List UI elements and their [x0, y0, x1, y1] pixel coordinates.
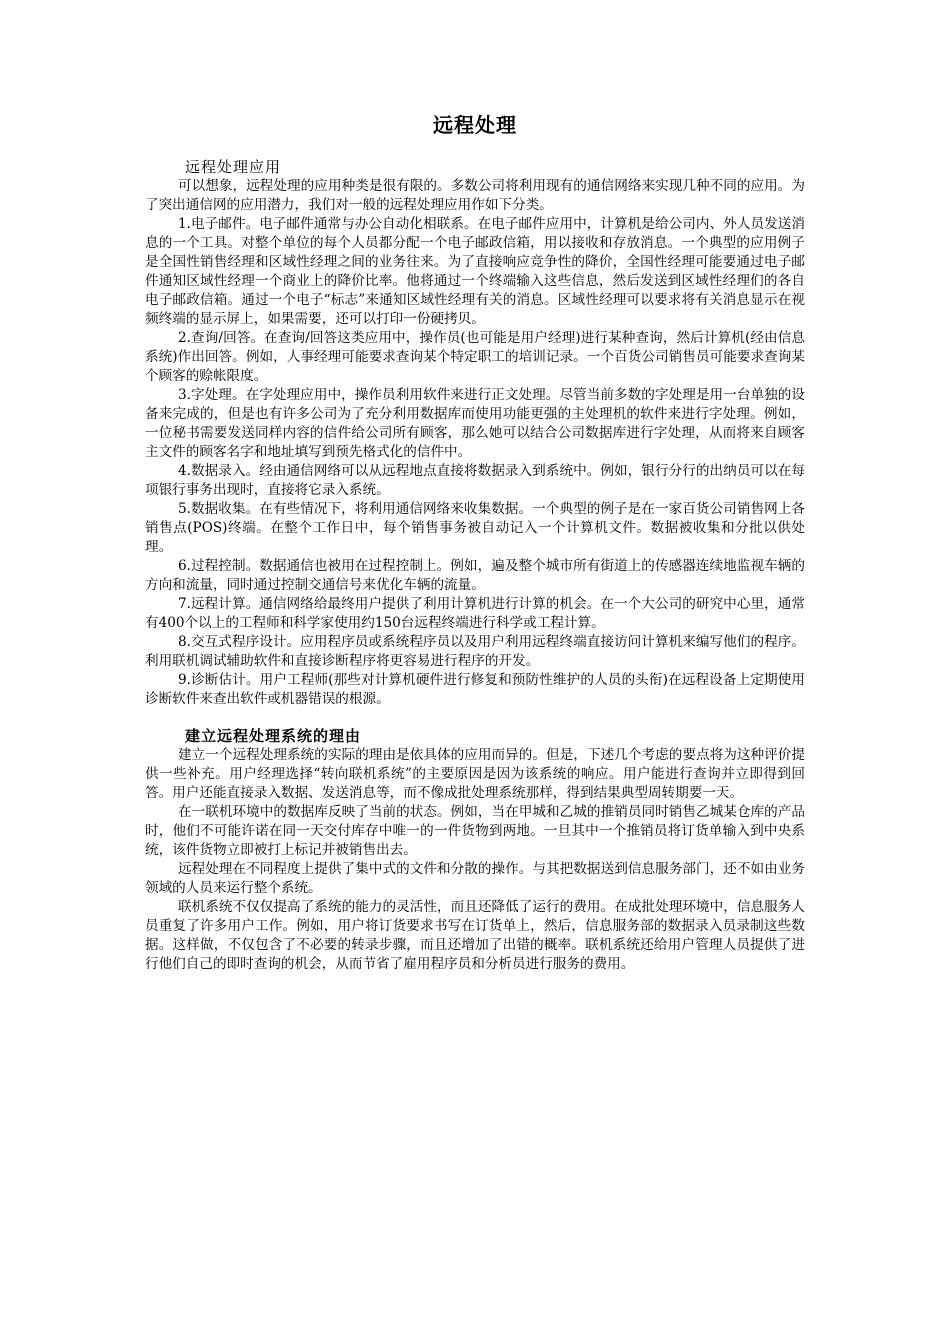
page-title: 远程处理 — [433, 113, 517, 137]
paragraph: 联机系统不仅仅提高了系统的能力的灵活性，而且还降低了运行的费用。在成批处理环境中，信息服务人员重复了许多用户工作。例如，用户将订货要求书写在订货单上，然后，信息服务部的数据录入员录制这些数据。这样做，不仅包含了不必要的转录步骤，而且还增加了出错的概率。联机系统还给用户管理人员提供了进行他们自己的即时查询的机会，从而节省了雇用程序员和分析员进行服务的费用。 — [145, 899, 805, 972]
paragraph: 7.远程计算。通信网络给最终用户提供了利用计算机进行计算的机会。在一个大公司的研究中心里，通常有400个以上的工程师和科学家使用约150台远程终端进行科学或工程计算。 — [145, 596, 805, 631]
paragraph: 2.查询/回答。在查询/回答这类应用中，操作员(也可能是用户经理)进行某种查询，然后计算机(经由信息系统)作出回答。例如，人事经理可能要求查询某个特定职工的培训记录。一个百货公司销售员可能要求查询某个顾客的赊帐限度。 — [145, 330, 805, 384]
paragraph: 5.数据收集。在有些情况下，将利用通信网络来收集数据。一个典型的例子是在一家百货公司销售网上各销售点(POS)终端。在整个工作日中，每个销售事务被自动记入一个计算机文件。数据被收集和分批以供处理。 — [145, 501, 805, 555]
paragraph: 建立一个远程处理系统的实际的理由是依具体的应用而异的。但是，下述几个考虑的要点将为这种评价提供一些补充。用户经理选择“转向联机系统”的主要原因是因为该系统的响应。用户能进行查询并立即得到回答。用户还能直接录入数据、发送消息等，而不像成批处理系统那样，得到结果典型周转期要一天。 — [145, 747, 805, 801]
paragraph: 6.过程控制。数据通信也被用在过程控制上。例如，遍及整个城市所有街道上的传感器连续地监视车辆的方向和流量，同时通过控制交通信号来优化车辆的流量。 — [145, 558, 805, 593]
paragraph: 可以想象，远程处理的应用种类是很有限的。多数公司将利用现有的通信网络来实现几种不同的应用。为了突出通信网的应用潜力，我们对一般的远程处理应用作如下分类。 — [145, 178, 805, 213]
paragraph: 在一联机环境中的数据库反映了当前的状态。例如，当在甲城和乙城的推销员同时销售乙城某仓库的产品时，他们不可能许诺在同一天交付库存中唯一的一件货物到两地。一旦其中一个推销员将订货单输入到中央系统，该件货物立即被打上标记并被销售出去。 — [145, 804, 805, 858]
paragraph: 8.交互式程序设计。应用程序员或系统程序员以及用户利用远程终端直接访问计算机来编写他们的程序。利用联机调试辅助软件和直接诊断程序将更容易进行程序的开发。 — [145, 634, 805, 669]
section-heading: 远程处理应用 — [185, 158, 282, 176]
section-applications — [145, 158, 805, 709]
section-heading: 建立远程处理系统的理由 — [185, 727, 362, 745]
document-page — [145, 112, 805, 974]
paragraph: 3.字处理。在字处理应用中，操作员利用软件来进行正文处理。尽管当前多数的字处理是用一台单独的设备来完成的，但是也有许多公司为了充分利用数据库而使用功能更强的主处理机的软件来进行字处理。例如，一位秘书需要发送同样内容的信件给公司所有顾客，那么她可以结合公司数据库进行字处理，从而将来自顾客主文件的顾客名字和地址填写到预先格式化的信件中。 — [145, 387, 805, 460]
paragraph: 远程处理在不同程度上提供了集中式的文件和分散的操作。与其把数据送到信息服务部门，还不如由业务领域的人员来运行整个系统。 — [145, 861, 805, 896]
section-reasons — [145, 727, 805, 974]
paragraph: 1.电子邮件。电子邮件通常与办公自动化相联系。在电子邮件应用中，计算机是给公司内、外人员发送消息的一个工具。对整个单位的每个人员都分配一个电子邮政信箱，用以接收和存放消息。一个典型的应用例子是全国性销售经理和区域性经理之间的业务往来。为了直接响应竞争性的降价，全国性经理可能要通过电子邮件通知区域性经理一个商业上的降价比率。他将通过一个终端输入这些信息，然后发送到区域性经理们的各自电子邮政信箱。通过一个电子“标志”来通知区域性经理有关的消息。区域性经理可以要求将有关消息显示在视频终端的显示屏上，如果需要，还可以打印一份硬拷贝。 — [145, 216, 805, 327]
paragraph: 4.数据录入。经由通信网络可以从远程地点直接将数据录入到系统中。例如，银行分行的出纳员可以在每项银行事务出现时，直接将它录入系统。 — [145, 463, 805, 498]
paragraph: 9.诊断估计。用户工程师(那些对计算机硬件进行修复和预防性维护的人员的头衔)在远程设备上定期使用诊断软件来查出软件或机器错误的根源。 — [145, 672, 805, 707]
